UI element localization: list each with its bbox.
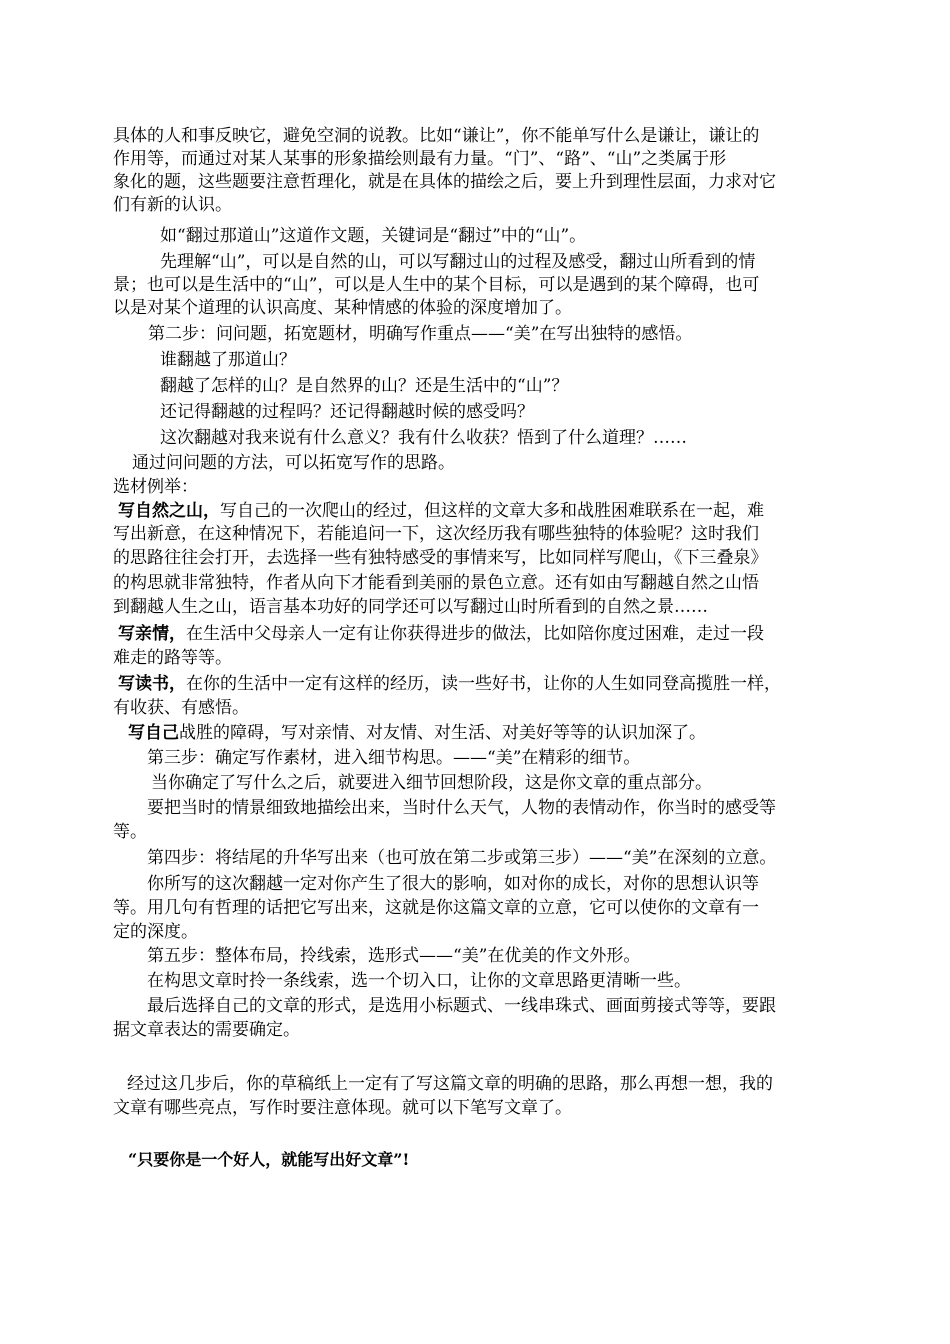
example-heading: 写读书， [118, 674, 186, 694]
paragraph-line: 写出新意，在这种情况下，若能追问一下，这次经历我有哪些独特的体验呢？这时我们 [113, 524, 759, 544]
paragraph-line: 的构思就非常独特，作者从向下才能看到美丽的景色立意。还有如由写翻越自然之山悟 [113, 573, 759, 593]
paragraph-line: 们有新的认识。 [113, 195, 232, 215]
example-nature [118, 500, 764, 522]
example-text: 在你的生活中一定有这样的经历，读一些好书，让你的人生如同登高揽胜一样， [186, 674, 781, 694]
example-text: 战胜的障碍，写对亲情、对友情、对生活、对美好等等的认识加深了。 [179, 723, 706, 743]
paragraph-line: 如“翻过那道山”这道作文题，关键词是“翻过”中的“山”。 [160, 226, 587, 246]
question-line: 还记得翻越的过程吗？还记得翻越时候的感受吗？ [160, 402, 534, 422]
paragraph-line: 要把当时的情景细致地描绘出来，当时什么天气，人物的表情动作，你当时的感受等 [147, 798, 776, 818]
paragraph-line: 你所写的这次翻越一定对你产生了很大的影响，如对你的成长，对你的思想认识等 [147, 874, 759, 894]
example-self [128, 722, 706, 744]
step-heading: 第五步：整体布局，拎线索，选形式——“美”在优美的作文外形。 [147, 946, 641, 966]
example-heading: 写自然之山， [118, 501, 220, 521]
question-line: 翻越了怎样的山？是自然界的山？还是生活中的“山”？ [160, 376, 569, 396]
paragraph-line: 到翻越人生之山，语言基本功好的同学还可以写翻过山时所看到的自然之景…… [113, 597, 708, 617]
example-family [118, 623, 764, 645]
paragraph-line: 据文章表达的需要确定。 [113, 1020, 300, 1040]
question-line: 这次翻越对我来说有什么意义？我有什么收获？悟到了什么道理？…… [160, 428, 687, 448]
example-reading [118, 673, 781, 695]
example-heading: 写自己 [128, 723, 179, 743]
paragraph-line: 有收获、有感悟。 [113, 698, 249, 718]
closing-quote: “只要你是一个好人，就能写出好文章”! [128, 1150, 410, 1169]
example-heading: 写亲情， [118, 624, 186, 644]
question-line: 谁翻越了那道山？ [160, 350, 296, 370]
paragraph-line: 等。 [113, 822, 147, 842]
paragraph-line: 以是对某个道理的认识高度、某种情感的体验的深度增加了。 [113, 298, 572, 318]
paragraph-line: 文章有哪些亮点，写作时要注意体现。就可以下笔写文章了。 [113, 1098, 572, 1118]
paragraph-line: 等。用几句有哲理的话把它写出来，这就是你这篇文章的立意，它可以使你的文章有一 [113, 898, 759, 918]
paragraph-line: 先理解“山”，可以是自然的山，可以写翻过山的过程及感受，翻过山所看到的情 [160, 252, 756, 272]
paragraph-line: 难走的路等等。 [113, 648, 232, 668]
section-label: 选材例举： [113, 477, 198, 497]
paragraph-line: 定的深度。 [113, 922, 198, 942]
step-heading: 第四步：将结尾的升华写出来（也可放在第二步或第三步）——“美”在深刻的立意。 [147, 848, 777, 868]
paragraph-line: 通过问问题的方法，可以拓宽写作的思路。 [132, 453, 455, 473]
paragraph-line: 在构思文章时拎一条线索，选一个切入口，让你的文章思路更清晰一些。 [147, 971, 691, 991]
example-text: 在生活中父母亲人一定有让你获得进步的做法，比如陪你度过困难，走过一段 [186, 624, 764, 644]
paragraph-line: 经过这几步后，你的草稿纸上一定有了写这篇文章的明确的思路，那么再想一想，我的 [127, 1074, 773, 1094]
step-heading: 第三步：确定写作素材，进入细节构思。——“美”在精彩的细节。 [147, 748, 641, 768]
paragraph-line: 最后选择自己的文章的形式，是选用小标题式、一线串珠式、画面剪接式等等，要跟 [147, 996, 776, 1016]
paragraph-line: 景；也可以是生活中的“山”，可以是人生中的某个目标，可以是遇到的某个障碍，也可 [113, 275, 760, 295]
step-heading: 第二步：问问题，拓宽题材，明确写作重点——“美”在写出独特的感悟。 [148, 324, 693, 344]
paragraph-line: 象化的题，这些题要注意哲理化，就是在具体的描绘之后，要上升到理性层面，力求对它 [113, 172, 776, 192]
paragraph-line: 当你确定了写什么之后，就要进入细节回想阶段，这是你文章的重点部分。 [151, 773, 712, 793]
paragraph-line: 具体的人和事反映它，避免空洞的说教。比如“谦让”，你不能单写什么是谦让，谦让的 [113, 126, 760, 146]
paragraph-line: 作用等，而通过对某人某事的形象描绘则最有力量。“门”、“路”、“山”之类属于形 [113, 149, 727, 169]
paragraph-line: 的思路往往会打开，去选择一些有独特感受的事情来写，比如同样写爬山，《下三叠泉》 [113, 548, 768, 568]
example-text: 写自己的一次爬山的经过，但这样的文章大多和战胜困难联系在一起，难 [220, 501, 764, 521]
